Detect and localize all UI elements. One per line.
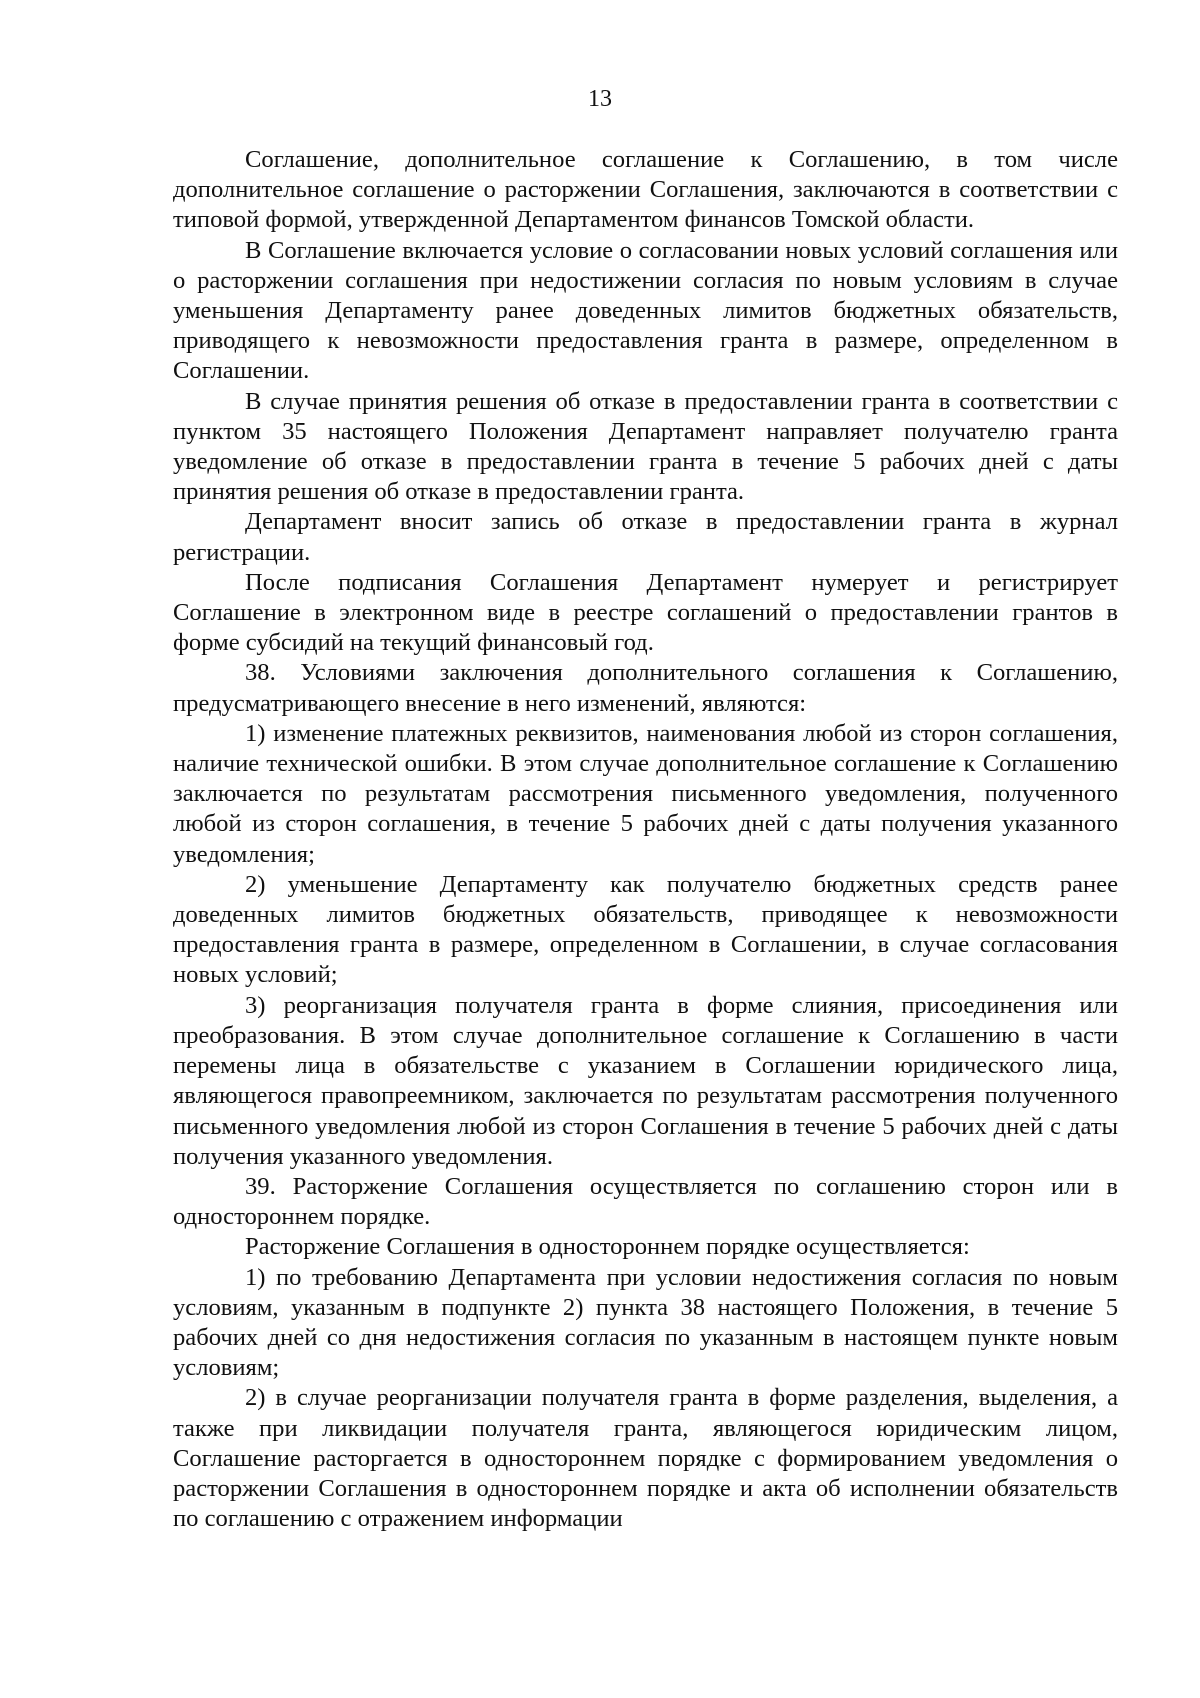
paragraph: После подписания Соглашения Департамент нумерует и регистрирует Соглашение в электронном виде в реестре соглашений о предоставлении грантов в форме субсидий на текущий финансовый год. — [173, 568, 1118, 657]
paragraph: 2) уменьшение Департаменту как получателю бюджетных средств ранее доведенных лимитов бюджетных обязательств, приводящее к невозможности предоставления гранта в размере, определенном в Соглашении, в случае согласования новых условий; — [173, 870, 1118, 989]
paragraph: 39. Расторжение Соглашения осуществляется по соглашению сторон или в одностороннем порядке. — [173, 1172, 1118, 1231]
paragraph: 2) в случае реорганизации получателя гранта в форме разделения, выделения, а также при ликвидации получателя гранта, являющегося юридическим лицом, Соглашение расторгается в одностороннем порядке с формированием уведомления о расторжении Соглашения в одностороннем порядке и акта об исполнении обязательств по соглашению с отражением информации — [173, 1384, 1118, 1533]
paragraph: 3) реорганизация получателя гранта в форме слияния, присоединения или преобразования. В этом случае дополнительное соглашение к Соглашению в части перемены лица в обязательстве с указанием в Соглашении юридического лица, являющегося правопреемником, заключается по результатам рассмотрения полученного письменного уведомления любой из сторон Соглашения в течение 5 рабочих дней с даты получения указанного уведомления. — [173, 991, 1118, 1170]
paragraph: 1) изменение платежных реквизитов, наименования любой из сторон соглашения, наличие технической ошибки. В этом случае дополнительное соглашение к Соглашению заключается по результатам рассмотрения письменного уведомления, полученного любой из сторон соглашения, в течение 5 рабочих дней с даты получения указанного уведомления; — [173, 719, 1118, 868]
page-number: 13 — [588, 86, 612, 112]
paragraph: 38. Условиями заключения дополнительного соглашения к Соглашению, предусматривающего внесение в него изменений, являются: — [173, 659, 1118, 717]
paragraph: Расторжение Соглашения в одностороннем порядке осуществляется: — [245, 1233, 970, 1261]
paragraph: Соглашение, дополнительное соглашение к Соглашению, в том числе дополнительное соглашение о расторжении Соглашения, заключаются в соответствии с типовой формой, утвержденной Департаментом финансов Томской области. — [173, 146, 1118, 234]
paragraph: 1) по требованию Департамента при условии недостижения согласия по новым условиям, указанным в подпункте 2) пункта 38 настоящего Положения, в течение 5 рабочих дней со дня недостижения согласия по указанным в настоящем пункте новым условиям; — [173, 1263, 1118, 1382]
paragraph: В случае принятия решения об отказе в предоставлении гранта в соответствии с пунктом 35 настоящего Положения Департамент направляет получателю гранта уведомление об отказе в предоставлении гранта в течение 5 рабочих дней с даты принятия решения об отказе в предоставлении гранта. — [173, 387, 1118, 506]
paragraph: Департамент вносит запись об отказе в предоставлении гранта в журнал регистрации. — [173, 508, 1118, 566]
paragraph: В Соглашение включается условие о согласовании новых условий соглашения или о расторжении соглашения при недостижении согласия по новым условиям в случае уменьшения Департаменту ранее доведенных лимитов бюджетных обязательств, приводящего к невозможности предоставления гранта в размере, определенном в Соглашении. — [173, 236, 1118, 385]
document-body — [173, 145, 1118, 1534]
